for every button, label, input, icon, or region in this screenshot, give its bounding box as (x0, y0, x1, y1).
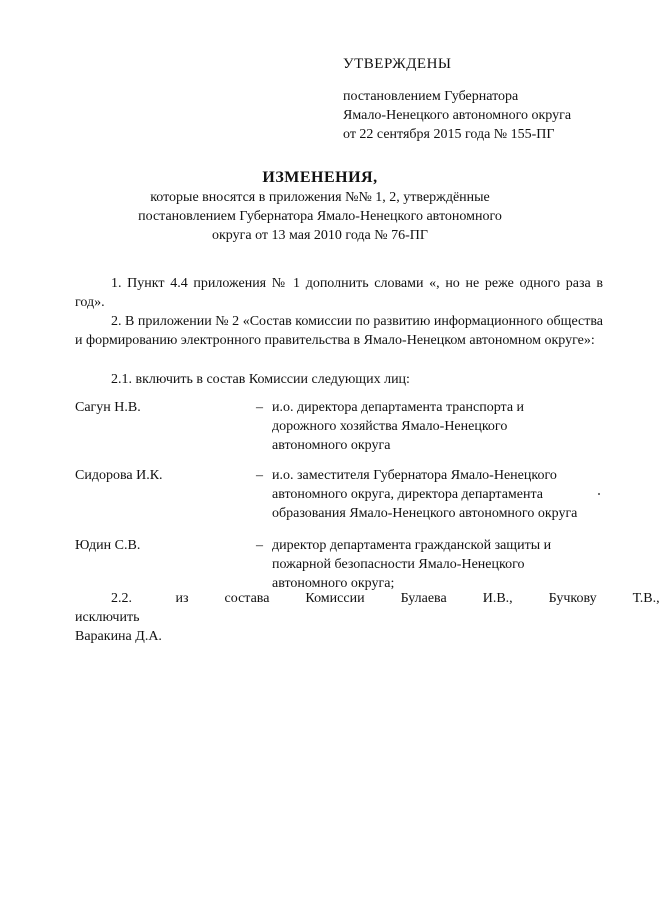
member-dash: – (256, 400, 263, 415)
approval-stamp (343, 56, 623, 144)
heading-subtitle-line: постановлением Губернатора Ямало-Ненецкого автономного (138, 209, 502, 224)
member-role (272, 466, 615, 523)
member-dash: – (256, 468, 263, 483)
approval-line: от 22 сентября 2015 года № 155-ПГ (343, 127, 555, 142)
word: состава (224, 591, 270, 606)
paragraph-2-2 (75, 589, 660, 646)
paragraph-2: 2. В приложении № 2 «Состав комиссии по развитию информационного общества и формированию электронного правительства в Ямало-Ненецком автономном округе»: (75, 314, 603, 348)
word: Комиссии (305, 591, 365, 606)
member-role (272, 398, 615, 455)
member-name: Сагун Н.В. (75, 400, 141, 415)
member-role-line: и.о. директора департамента транспорта и (272, 400, 525, 415)
member-role-line: автономного округа, директора департамента (272, 487, 543, 502)
word: из (175, 591, 189, 606)
heading-title: ИЗМЕНЕНИЯ, (262, 169, 378, 186)
member-role (272, 536, 615, 593)
member-role-line: и.о. заместителя Губернатора Ямало-Ненецкого (272, 468, 557, 483)
word: Булаева (400, 591, 447, 606)
document-heading (60, 168, 580, 245)
member-name: Сидорова И.К. (75, 468, 163, 483)
member-role-line: дорожного хозяйства Ямало-Ненецкого (272, 419, 508, 434)
scan-speck (598, 493, 600, 495)
heading-subtitle-line: которые вносятся в приложения №№ 1, 2, утверждённые (150, 190, 490, 205)
word: 2.2. исключить (75, 591, 140, 625)
member-role-line: директор департамента гражданской защиты и (272, 538, 552, 553)
paragraph-2-1: 2.1. включить в состав Комиссии следующих лиц: (111, 372, 410, 387)
heading-subtitle-line: округа от 13 мая 2010 года № 76-ПГ (212, 228, 428, 243)
member-dash: – (256, 538, 263, 553)
member-role-line: автономного округа; (272, 576, 395, 591)
member-role-line: автономного округа (272, 438, 391, 453)
approval-title: УТВЕРЖДЕНЫ (343, 56, 452, 72)
member-role-line: пожарной безопасности Ямало-Ненецкого (272, 557, 525, 572)
paragraph-2-2-tail: Варакина Д.А. (75, 629, 162, 644)
word: Бучкову (548, 591, 597, 606)
member-role-line: образования Ямало-Ненецкого автономного округа (272, 506, 578, 521)
word: Т.В., (632, 591, 660, 606)
approval-line: постановлением Губернатора (343, 89, 519, 104)
approval-line: Ямало-Ненецкого автономного округа (343, 108, 572, 123)
member-name: Юдин С.В. (75, 538, 141, 553)
paragraph-2-2-line (75, 589, 660, 627)
word: И.В., (482, 591, 513, 606)
paragraph-1: 1. Пункт 4.4 приложения № 1 дополнить словами «, но не реже одного раза в год». (75, 276, 603, 310)
